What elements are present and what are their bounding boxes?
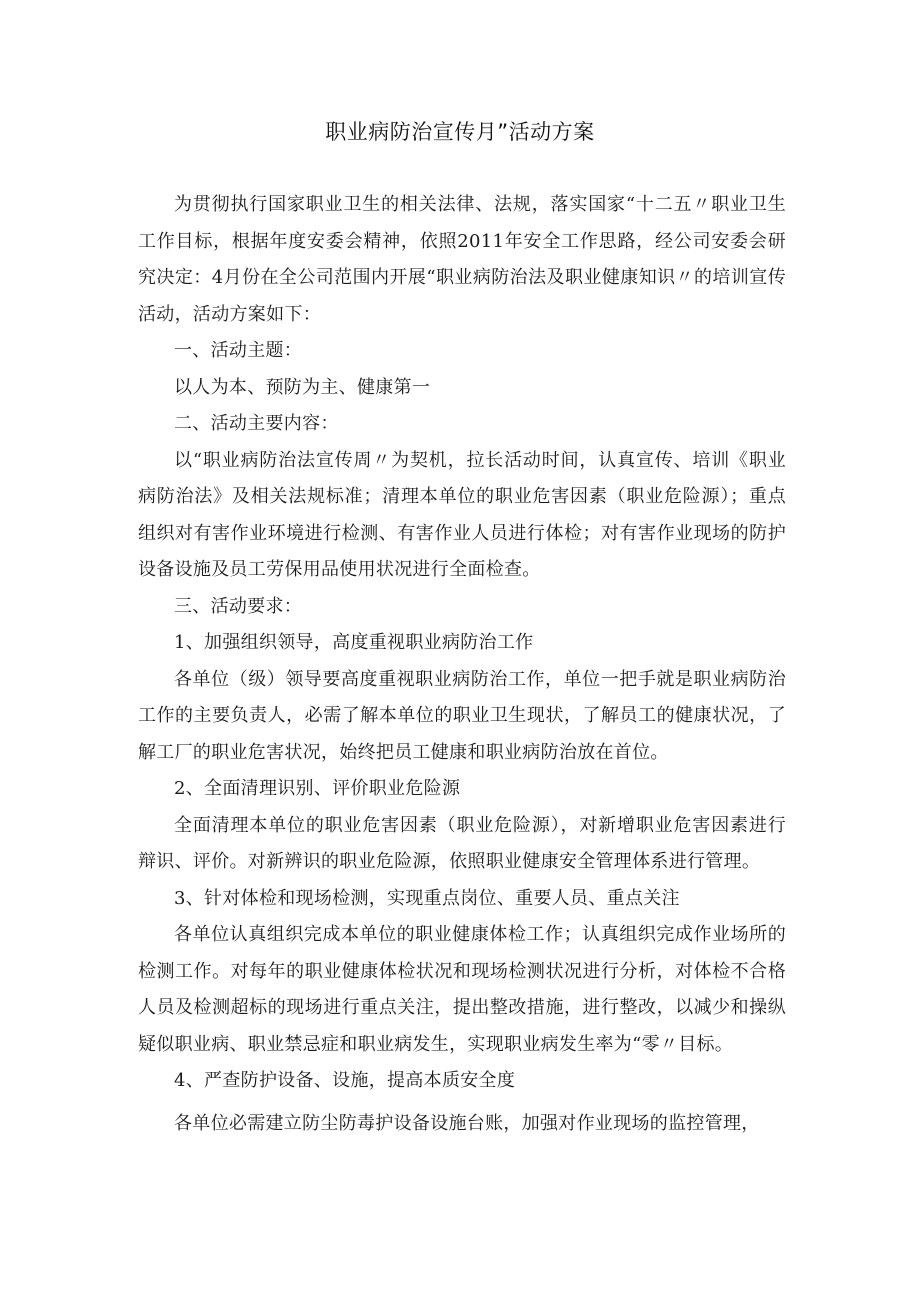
paragraph-3: 各单位认真组织完成本单位的职业健康体检工作；认真组织完成作业场所的检测工作。对每年的职业健康体检状况和现场检测状况进行分析，对体检不合格人员及检测超标的现场进行重点关注，提出整改措施，进行整改，以减少和操纵疑似职业病、职业禁忌症和职业病发生，实现职业病发生率为“零〃目标。 xyxy=(138,924,786,1055)
subheading-4: 4、严查防护设备、设施，提高本质安全度 xyxy=(174,1070,516,1091)
heading-activity-requirements: 三、活动要求： xyxy=(174,595,303,617)
paragraph-1: 各单位（级）领导要高度重视职业病防治工作，单位一把手就是职业病防治工作的主要负责人，必需了解本单位的职业卫生现状，了解员工的健康状况，了解工厂的职业危害状况，始终把员工健康和职业病防治放在首位。 xyxy=(138,668,786,763)
paragraph-content: 以“职业病防治法宣传周〃为契机，拉长活动时间，认真宣传、培训《职业病防治法》及相关法规标准；清理本单位的职业危害因素（职业危险源）；重点组织对有害作业环境进行检测、有害作业人员进行体检；对有害作业现场的防护设备设施及员工劳保用品使用状况进行全面检查。 xyxy=(138,449,786,580)
subheading-1: 1、加强组织领导，高度重视职业病防治工作 xyxy=(174,632,534,653)
paragraph-4: 各单位必需建立防尘防毒护设备设施台账，加强对作业现场的监控管理， xyxy=(174,1112,760,1134)
paragraph-2: 全面清理本单位的职业危害因素（职业危险源），对新增职业危害因素进行辩识、评价。对新辨识的职业危险源，依照职业健康安全管理体系进行管理。 xyxy=(138,814,786,872)
document-body xyxy=(138,187,786,1142)
heading-activity-theme: 一、活动主题： xyxy=(174,340,303,361)
document-title: 职业病防治宣传月”活动方案 xyxy=(325,120,595,144)
subheading-2: 2、全面清理识别、评价职业危险源 xyxy=(174,778,461,799)
paragraph-intro: 为贯彻执行国家职业卫生的相关法律、法规，落实国家“十二五〃职业卫生工作目标，根据年度安委会精神，依照2011年安全工作思路，经公司安委会研究决定：4月份在全公司范围内开展“职业病防治法及职业健康知识〃的培训宣传活动，活动方案如下： xyxy=(138,194,786,325)
heading-activity-content: 二、活动主要内容： xyxy=(174,413,339,434)
paragraph-theme: 以人为本、预防为主、健康第一 xyxy=(174,376,431,398)
subheading-3: 3、针对体检和现场检测，实现重点岗位、重要人员、重点关注 xyxy=(174,887,680,909)
